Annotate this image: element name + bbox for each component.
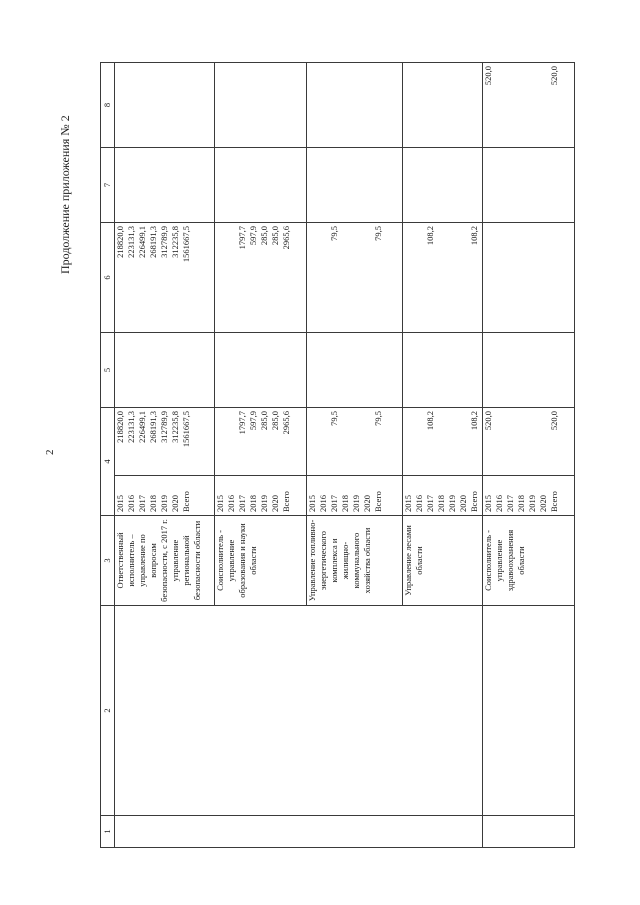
amount-col7-cell: [115, 148, 215, 223]
col-header-6: 6: [101, 223, 115, 333]
amount-col4-cell: 79,5 79,5: [307, 408, 403, 476]
year-cell: 2015 2016 2017 2018 2019 2020 Всего: [403, 476, 483, 516]
page-number: 2: [44, 449, 56, 455]
cell-col2: [483, 606, 575, 816]
amount-col7-cell: [215, 148, 307, 223]
column-number-row: [101, 63, 115, 848]
amount-col4-cell: 520,0 520,0: [483, 408, 575, 476]
budget-table-sheet: [100, 63, 625, 848]
amount-col6-cell: 79,5 79,5: [307, 223, 403, 333]
executor-cell: Соисполнитель - управление образования и науки области: [215, 516, 307, 606]
amount-col7-cell: [483, 148, 575, 223]
year-cell: 2015 2016 2017 2018 2019 2020 Всего: [215, 476, 307, 516]
amount-col7-cell: [307, 148, 403, 223]
col-header-5: 5: [101, 333, 115, 408]
table-row: [483, 63, 575, 848]
amount-col7-cell: [403, 148, 483, 223]
cell-col2: [115, 606, 483, 816]
amount-col8-cell: 520,0 520,0: [483, 63, 575, 148]
amount-col5-cell: [483, 333, 575, 408]
col-header-2: 2: [101, 606, 115, 816]
amount-col5-cell: [115, 333, 215, 408]
col-header-1: 1: [101, 816, 115, 848]
amount-col5-cell: [403, 333, 483, 408]
col-header-4: 4: [101, 408, 115, 516]
cell-col1: [483, 816, 575, 848]
amount-col8-cell: [215, 63, 307, 148]
amount-col6-cell: 108,2 108,2: [403, 223, 483, 333]
col-header-3: 3: [101, 516, 115, 606]
year-cell: 2015 2016 2017 2018 2019 2020 Всего: [115, 476, 215, 516]
amount-col4-cell: 1797,7 597,9 285,0 285,0 2965,6: [215, 408, 307, 476]
amount-col4-cell: 218820,0 223131,3 226499,1 268191,3 312789,9 312235,8 1561667,5: [115, 408, 215, 476]
executor-cell: Управление лесами области: [403, 516, 483, 606]
executor-cell: Соисполнитель - управление здравоохранения области: [483, 516, 575, 606]
col-header-8: 8: [101, 63, 115, 148]
amount-col8-cell: [307, 63, 403, 148]
amount-col8-cell: [403, 63, 483, 148]
year-cell: 2015 2016 2017 2018 2019 2020 Всего: [483, 476, 575, 516]
year-cell: 2015 2016 2017 2018 2019 2020 Всего: [307, 476, 403, 516]
amount-col4-cell: 108,2 108,2: [403, 408, 483, 476]
amount-col8-cell: [115, 63, 215, 148]
appendix-caption: Продолжение приложения № 2: [58, 115, 72, 274]
budget-table: [100, 62, 575, 848]
cell-col1: [115, 816, 483, 848]
amount-col6-cell: 1797,7 597,9 285,0 285,0 2965,6: [215, 223, 307, 333]
amount-col6-cell: 218820,0 223131,3 226499,1 268191,3 312789,9 312235,8 1561667,5: [115, 223, 215, 333]
table-row: [115, 63, 215, 848]
amount-col5-cell: [307, 333, 403, 408]
executor-cell: Управление топливно-энергетического комплекса и жилищно-коммунального хозяйства области: [307, 516, 403, 606]
amount-col5-cell: [215, 333, 307, 408]
executor-cell: Ответственный исполнитель – управление по вопросам безопасности, с 2017 г. управление региональной безопасности области: [115, 516, 215, 606]
col-header-7: 7: [101, 148, 115, 223]
amount-col6-cell: [483, 223, 575, 333]
